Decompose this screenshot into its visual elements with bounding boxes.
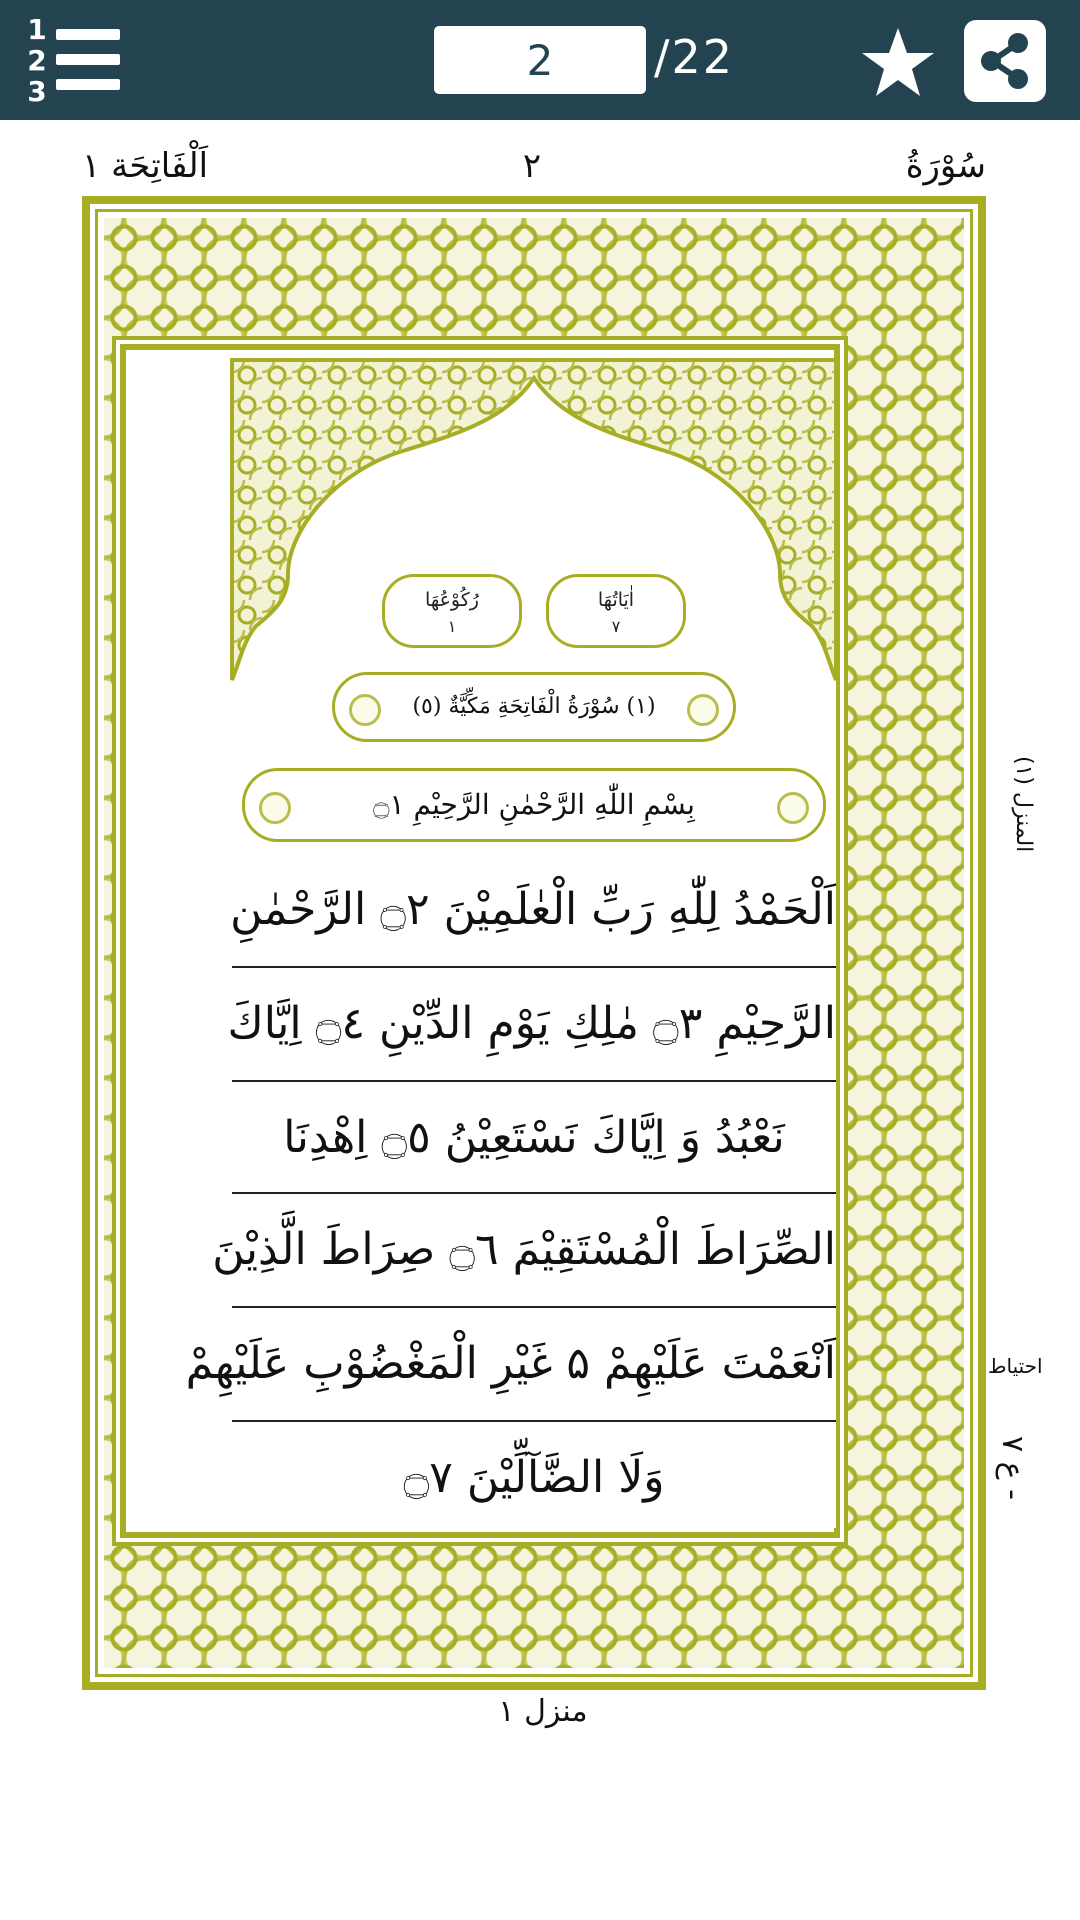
index-digit: 2 <box>27 44 47 77</box>
index-bar <box>56 79 120 90</box>
ihtiyat-margin-note: احتياط <box>988 1354 1043 1378</box>
bismillah-cartouche <box>242 768 826 842</box>
index-digits <box>26 14 48 107</box>
ruku-count-medallion <box>382 574 522 648</box>
surah-name-header: اَلْفَاتِحَة ١ <box>82 146 209 186</box>
ayat-label: اٰيَاتُهَا <box>597 589 635 611</box>
index-digit: 1 <box>27 13 47 46</box>
ruku-margin-marker: ع ٧ - <box>995 1436 1030 1500</box>
verse-line-1: اَلْحَمْدُ لِلّٰهِ رَبِّ الْعٰلَمِيْنَ ۝٢ الرَّحْمٰنِ <box>230 884 836 935</box>
page-number-input[interactable] <box>434 26 646 94</box>
verse-line-3: نَعْبُدُ وَ اِيَّاكَ نَسْتَعِيْنُ ۝٥ اِهْدِنَا <box>283 1112 785 1163</box>
ayat-count-medallion <box>546 574 686 648</box>
bismillah-text: بِسْمِ اللّٰهِ الرَّحْمٰنِ الرَّحِيْمِ ۝١ <box>373 788 695 821</box>
verse-line-6: وَلَا الضَّآلِّيْنَ ۝٧ <box>403 1452 665 1503</box>
verse-line-4: الصِّرَاطَ الْمُسْتَقِيْمَ ۝٦ صِرَاطَ الَّذِيْنَ <box>212 1224 836 1275</box>
page-number-header: ٢ <box>522 146 542 186</box>
quran-page-panel <box>185 360 836 1528</box>
share-icon <box>975 31 1035 91</box>
surah-title: (١) سُوْرَةُ الْفَاتِحَةِ مَكِّيَّةٌ (٥) <box>412 694 656 719</box>
ruku-value: ١ <box>447 617 457 636</box>
index-bar <box>56 29 120 40</box>
index-list-icon[interactable] <box>26 14 126 108</box>
index-bar <box>56 54 120 65</box>
ruku-label: رُكُوْعُهَا <box>425 589 479 611</box>
ayat-value: ٧ <box>611 617 621 636</box>
page-total-label: /22 <box>654 30 735 84</box>
star-icon[interactable] <box>860 26 936 98</box>
surah-title-cartouche <box>332 672 736 742</box>
verse-line-2: الرَّحِيْمِ ۝٣ مٰلِكِ يَوْمِ الدِّيْنِ ۝٤ اِيَّاكَ <box>227 998 836 1049</box>
verse-line-5: اَنْعَمْتَ عَلَيْهِمْ ۵ غَيْرِ الْمَغْضُوْبِ عَلَيْهِمْ <box>185 1338 836 1389</box>
top-toolbar <box>0 0 1080 120</box>
manzil-footer: منزل ١ <box>498 1694 588 1729</box>
index-digit: 3 <box>27 75 47 108</box>
manzil-margin-note: المنزل (١) <box>1011 756 1036 853</box>
share-button[interactable] <box>964 20 1046 102</box>
arch-ornament <box>232 360 836 690</box>
surah-header-label: سُوْرَةُ <box>905 146 986 186</box>
